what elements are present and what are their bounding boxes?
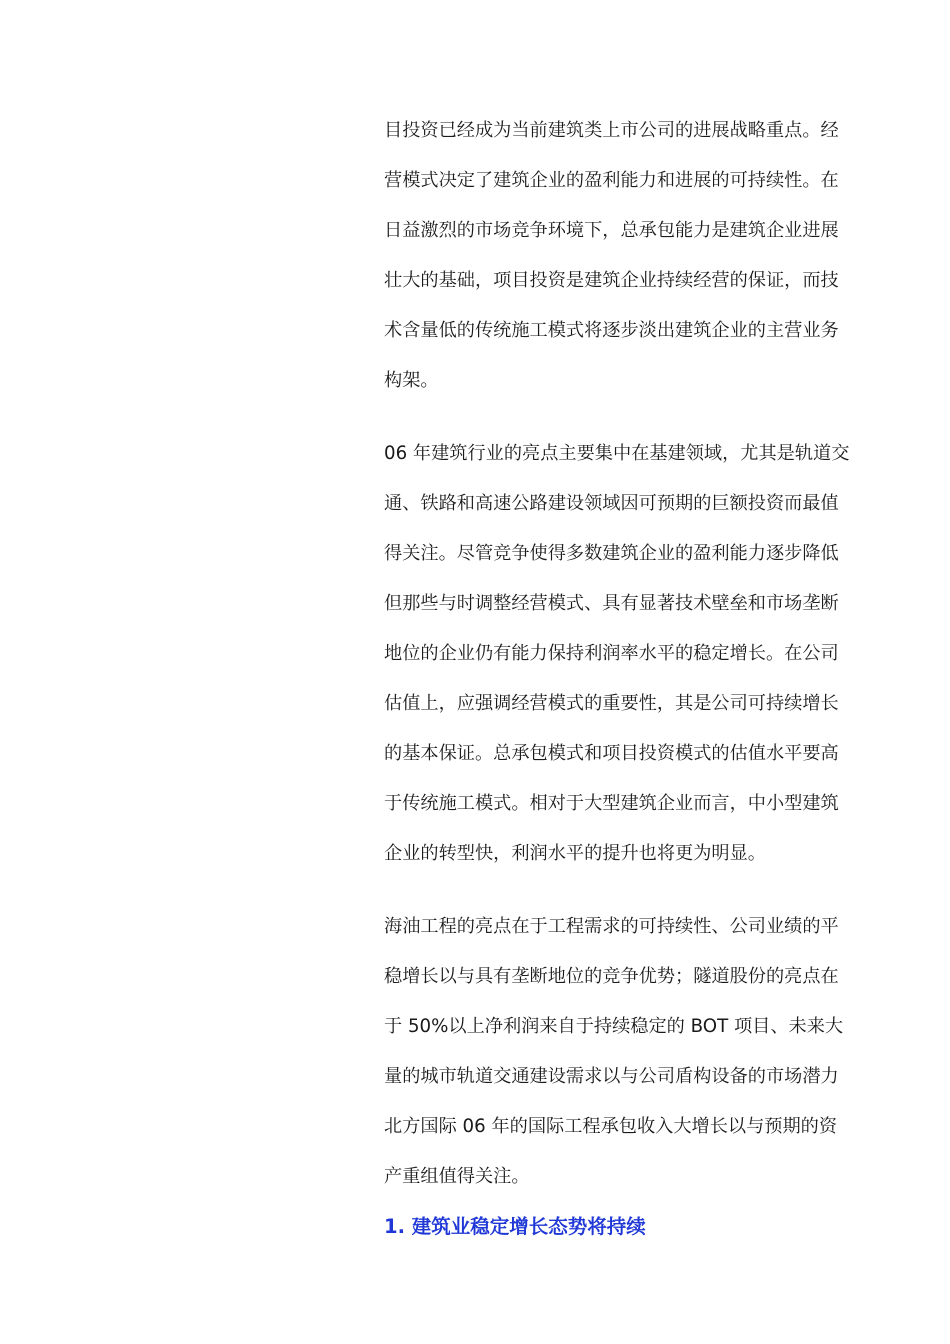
text-line: 企业的转型快，利润水平的提升也将更为明显。 (384, 843, 766, 864)
text-line: 术含量低的传统施工模式将逐步淡出建筑企业的主营业务 (384, 320, 839, 341)
text-line: 营模式决定了建筑企业的盈利能力和进展的可持续性。在 (384, 170, 839, 191)
text-line: 得关注。尽管竞争使得多数建筑企业的盈利能力逐步降低 (384, 543, 839, 564)
text-line: 日益激烈的市场竞争环境下，总承包能力是建筑企业进展 (384, 220, 839, 241)
text-line: 但那些与时调整经营模式、具有显著技术壁垒和市场垄断 (384, 593, 839, 614)
text-line: 量的城市轨道交通建设需求以与公司盾构设备的市场潜力 (384, 1066, 839, 1087)
text-line: 地位的企业仍有能力保持利润率水平的稳定增长。在公司 (384, 643, 839, 664)
text-line: 于传统施工模式。相对于大型建筑企业而言，中小型建筑 (384, 793, 839, 814)
text-column (384, 106, 876, 1252)
text-line: 壮大的基础，项目投资是建筑企业持续经营的保证，而技 (384, 270, 839, 291)
text-line: 目投资已经成为当前建筑类上市公司的进展战略重点。经 (384, 120, 839, 141)
paragraph-2 (384, 429, 876, 879)
paragraph-3 (384, 902, 876, 1202)
text-line: 的基本保证。总承包模式和项目投资模式的估值水平要高 (384, 743, 839, 764)
section-heading: 1. 建筑业稳定增长态势将持续 (384, 1215, 646, 1238)
text-line: 海油工程的亮点在于工程需求的可持续性、公司业绩的平 (384, 916, 839, 937)
paragraph-1 (384, 106, 876, 406)
text-line: 估值上，应强调经营模式的重要性，其是公司可持续增长 (384, 693, 839, 714)
text-line: 于 50%以上净利润来自于持续稳定的 BOT 项目、未来大 (384, 1016, 844, 1037)
text-line: 稳增长以与具有垄断地位的竞争优势；隧道股份的亮点在 (384, 966, 839, 987)
text-line: 产重组值得关注。 (384, 1166, 530, 1187)
text-line: 通、铁路和高速公路建设领域因可预期的巨额投资而最值 (384, 493, 839, 514)
text-line: 06 年建筑行业的亮点主要集中在基建领域，尤其是轨道交 (384, 443, 850, 464)
text-line: 构架。 (384, 370, 439, 391)
text-line: 北方国际 06 年的国际工程承包收入大增长以与预期的资 (384, 1116, 838, 1137)
